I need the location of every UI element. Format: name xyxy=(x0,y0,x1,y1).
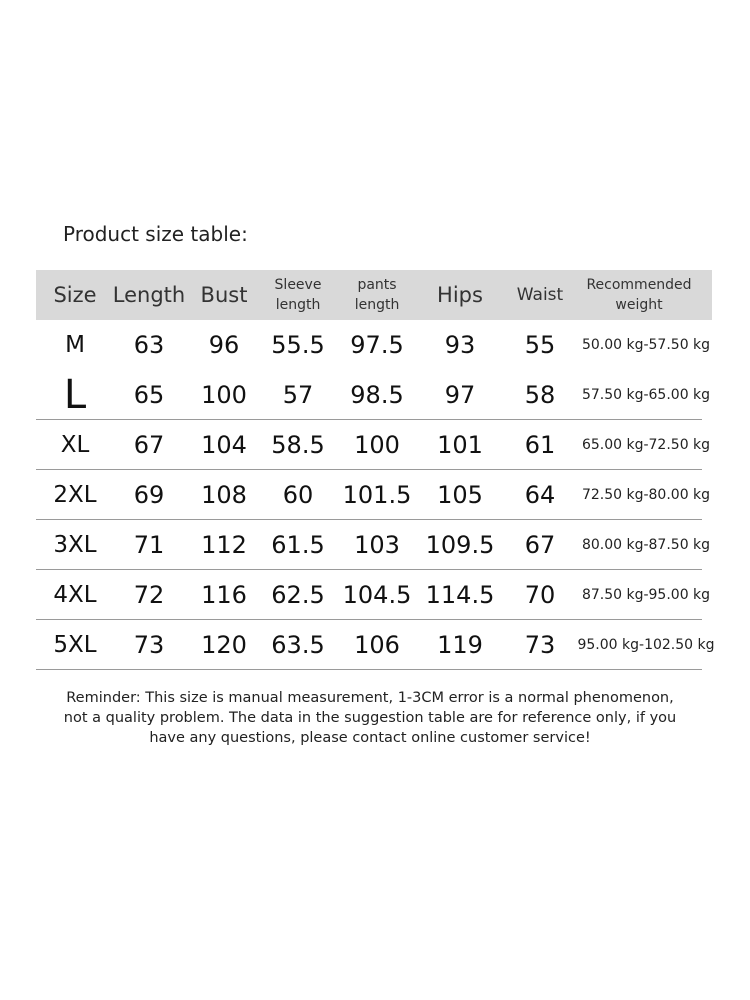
cell-pants: 101.5 xyxy=(342,481,412,509)
size-table xyxy=(36,270,715,670)
cell-weight: 65.00 kg-72.50 kg xyxy=(581,437,711,453)
cell-bust: 96 xyxy=(208,331,240,359)
cell-weight: 95.00 kg-102.50 kg xyxy=(577,637,715,653)
cell-bust: 116 xyxy=(201,581,247,609)
reminder-note xyxy=(40,688,700,748)
cell-sleeve: 57 xyxy=(282,381,314,409)
cell-hips: 97 xyxy=(444,381,476,409)
cell-length: 67 xyxy=(133,431,165,459)
cell-sleeve: 60 xyxy=(282,481,314,509)
cell-hips: 101 xyxy=(437,431,483,459)
table-row xyxy=(36,320,712,370)
cell-bust: 108 xyxy=(201,481,247,509)
cell-size: 5XL xyxy=(53,632,97,658)
cell-size: L xyxy=(63,372,87,418)
cell-weight: 57.50 kg-65.00 kg xyxy=(581,387,711,403)
cell-waist: 64 xyxy=(524,481,556,509)
cell-sleeve: 61.5 xyxy=(271,531,325,559)
cell-length: 65 xyxy=(133,381,165,409)
header-bust: Bust xyxy=(200,283,248,307)
cell-waist: 67 xyxy=(524,531,556,559)
cell-sleeve: 62.5 xyxy=(271,581,325,609)
table-row xyxy=(36,570,712,620)
table-body xyxy=(36,320,715,670)
cell-size: 2XL xyxy=(53,482,97,508)
cell-weight: 87.50 kg-95.00 kg xyxy=(581,587,711,603)
table-row xyxy=(36,520,712,570)
table-row xyxy=(36,420,712,470)
reminder-line-2: not a quality problem. The data in the suggestion table are for reference only, if you xyxy=(63,710,677,726)
cell-sleeve: 58.5 xyxy=(271,431,325,459)
table-header-row xyxy=(36,270,712,320)
header-waist: Waist xyxy=(516,285,564,305)
cell-length: 63 xyxy=(133,331,165,359)
cell-hips: 105 xyxy=(437,481,483,509)
cell-length: 73 xyxy=(133,631,165,659)
header-hips: Hips xyxy=(437,283,483,307)
header-sleeve-line1: Sleeve xyxy=(274,277,322,293)
cell-sleeve: 55.5 xyxy=(271,331,325,359)
cell-pants: 106 xyxy=(354,631,400,659)
header-rec-line1: Recommended xyxy=(586,277,692,293)
cell-pants: 97.5 xyxy=(350,331,404,359)
cell-bust: 112 xyxy=(201,531,247,559)
header-pants-length xyxy=(355,270,400,320)
header-recommended-weight xyxy=(579,270,699,320)
cell-length: 69 xyxy=(133,481,165,509)
reminder-line-1: Reminder: This size is manual measurement, 1-3CM error is a normal phenomenon, xyxy=(66,690,674,706)
cell-hips: 93 xyxy=(444,331,476,359)
table-row xyxy=(36,470,712,520)
header-pants-line1: pants xyxy=(357,277,397,293)
cell-weight: 72.50 kg-80.00 kg xyxy=(581,487,711,503)
cell-waist: 55 xyxy=(524,331,556,359)
header-rec-line2: weight xyxy=(615,297,663,313)
header-sleeve-length xyxy=(275,270,322,320)
cell-bust: 120 xyxy=(201,631,247,659)
header-length: Length xyxy=(112,283,186,307)
table-row xyxy=(36,620,715,670)
header-sleeve-line2: length xyxy=(275,297,321,313)
cell-hips: 114.5 xyxy=(425,581,495,609)
reminder-line-3: have any questions, please contact online customer service! xyxy=(149,730,591,746)
cell-pants: 103 xyxy=(354,531,400,559)
cell-size: 4XL xyxy=(53,582,97,608)
cell-pants: 98.5 xyxy=(350,381,404,409)
cell-waist: 70 xyxy=(524,581,556,609)
cell-sleeve: 63.5 xyxy=(271,631,325,659)
cell-waist: 61 xyxy=(524,431,556,459)
cell-size: M xyxy=(65,332,85,358)
cell-length: 72 xyxy=(133,581,165,609)
cell-hips: 109.5 xyxy=(425,531,495,559)
cell-size: XL xyxy=(60,432,90,458)
cell-pants: 104.5 xyxy=(342,581,412,609)
page-title: Product size table: xyxy=(63,222,248,246)
cell-waist: 73 xyxy=(524,631,556,659)
cell-weight: 50.00 kg-57.50 kg xyxy=(581,337,711,353)
cell-pants: 100 xyxy=(354,431,400,459)
cell-size: 3XL xyxy=(53,532,97,558)
cell-length: 71 xyxy=(133,531,165,559)
cell-bust: 104 xyxy=(201,431,247,459)
header-pants-line2: length xyxy=(354,297,400,313)
cell-hips: 119 xyxy=(437,631,483,659)
cell-waist: 58 xyxy=(524,381,556,409)
cell-weight: 80.00 kg-87.50 kg xyxy=(581,537,711,553)
cell-bust: 100 xyxy=(201,381,247,409)
header-size: Size xyxy=(53,283,97,307)
table-row xyxy=(36,370,712,420)
